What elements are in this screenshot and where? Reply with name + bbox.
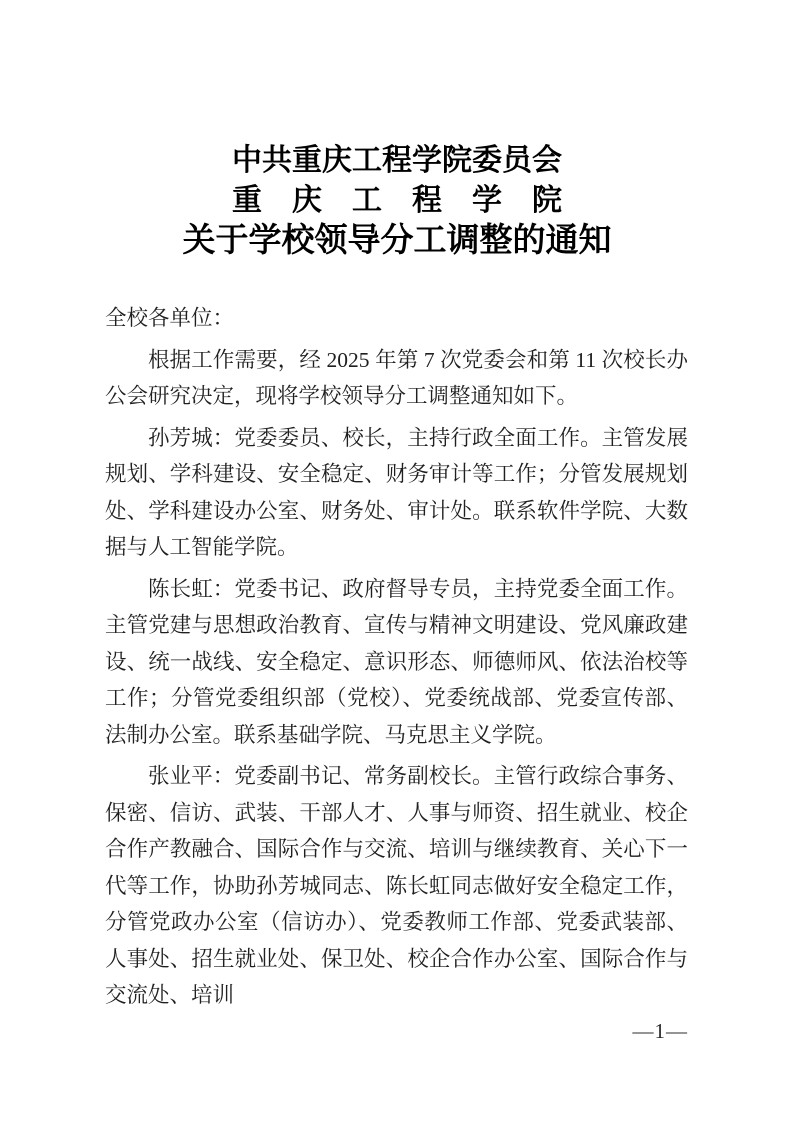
salutation: 全校各单位： <box>105 306 235 330</box>
paragraph-intro: 根据工作需要，经 2025 年第 7 次党委会和第 11 次校长办公会研究决定，现将学校领导分工调整通知如下。 <box>105 347 688 408</box>
paragraph-chen-changhong: 陈长虹：党委书记、政府督导专员，主持党委全面工作。主管党建与思想政治教育、宣传与精神文明建设、党风廉政建设、统一战线、安全稳定、意识形态、师德师风、依法治校等工作；分管党委组织部（党校）、党委统战部、党委宣传部、法制办公室。联系基础学院、马克思主义学院。 <box>105 576 688 747</box>
title-committee-line: 中共重庆工程学院委员会 <box>232 144 562 177</box>
title-college-line: 重庆工程学院 <box>232 184 592 217</box>
title-subject-line: 关于学校领导分工调整的通知 <box>182 223 612 259</box>
paragraph-sun-fangcheng: 孙芳城：党委委员、校长，主持行政全面工作。主管发展规划、学科建设、安全稳定、财务审计等工作；分管发展规划处、学科建设办公室、财务处、审计处。联系软件学院、大数据与人工智能学院。 <box>105 425 688 559</box>
body-paragraphs <box>105 342 688 1014</box>
document-body <box>105 300 688 1014</box>
paragraph-zhang-yeping: 张业平：党委副书记、常务副校长。主管行政综合事务、保密、信访、武装、干部人才、人事与师资、招生就业、校企合作产教融合、国际合作与交流、培训与继续教育、关心下一代等工作，协助孙芳城同志、陈长虹同志做好安全稳定工作，分管党政办公室（信访办）、党委教师工作部、党委武装部、人事处、招生就业处、保卫处、校企合作办公室、国际合作与交流处、培训 <box>105 764 688 1007</box>
document-title <box>0 141 794 261</box>
page-number: —1— <box>632 1019 688 1043</box>
